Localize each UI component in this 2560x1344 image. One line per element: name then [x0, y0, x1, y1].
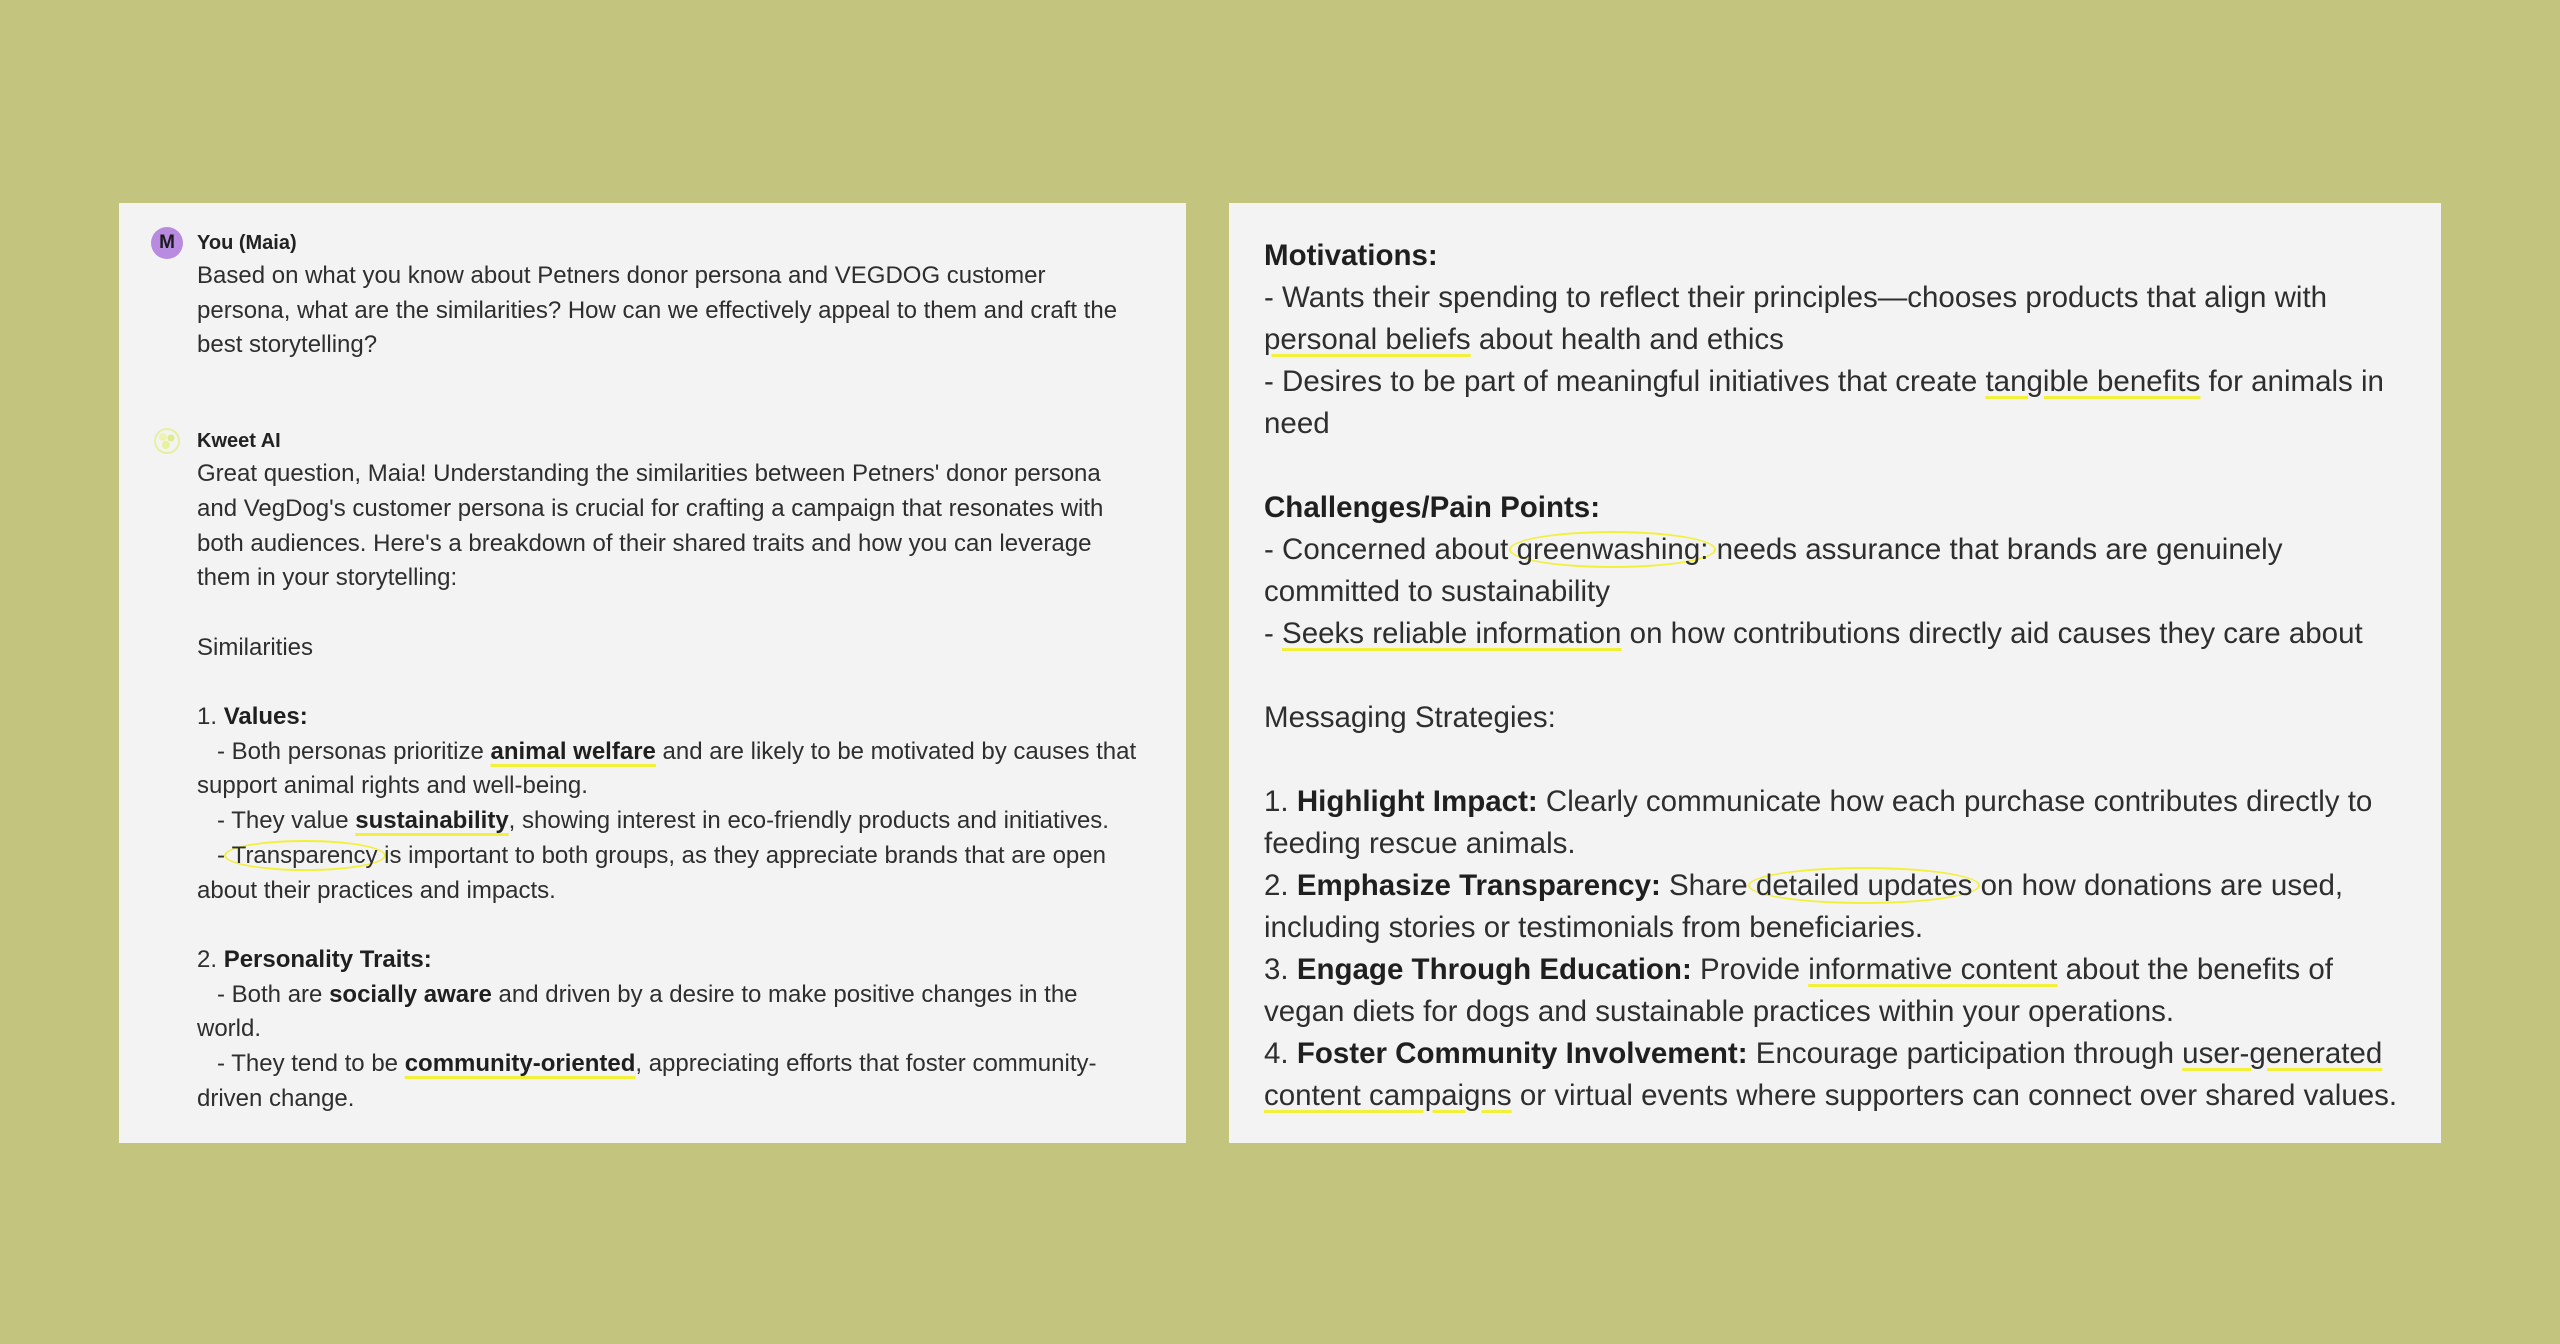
highlight-greenwashing: greenwashing: [1509, 531, 1717, 568]
strategies-heading: Messaging Strategies: [1264, 701, 1556, 734]
highlight-content-campaigns: content campaigns [1264, 1079, 1512, 1112]
motivations-line-1: - Wants their spending to reflect their principles—chooses products that align with [1264, 281, 2328, 314]
ai-message [197, 425, 1172, 1116]
motivations-line-2: personal beliefs about health and ethics [1264, 323, 1784, 356]
ai-name: Kweet AI [197, 430, 281, 453]
motivations-line-3: - Desires to be part of meaningful initiatives that create tangible benefits for animals in [1264, 365, 2384, 398]
highlight-community-oriented: community-oriented [404, 1050, 636, 1078]
highlight-animal-welfare: animal welfare [490, 737, 656, 765]
highlight-sustainability: sustainability [355, 807, 509, 835]
highlight-detailed-updates: detailed updates [1748, 867, 1981, 904]
user-name: You (Maia) [197, 232, 297, 254]
kweet-ai-logo-icon [153, 427, 181, 455]
message-line: Based on what you know about Petners donor persona and VEGDOG customer [197, 262, 1046, 289]
highlight-personal-beliefs: personal beliefs [1264, 323, 1471, 356]
highlight-tangible-benefits: tangible benefits [1985, 365, 2201, 398]
notes-text [1264, 235, 2431, 1117]
strategy-2-cont: including stories or testimonials from beneficiaries. [1264, 911, 1924, 944]
motivations-heading: Motivations: [1264, 239, 1438, 272]
message-line: best storytelling? [197, 331, 378, 359]
message-line: persona, what are the similarities? How can we effectively appeal to them and craft the [197, 296, 1118, 324]
values-bullet-1-cont: support animal rights and well-being. [197, 772, 588, 800]
strategy-4: 4. Foster Community Involvement: Encourage participation through user-generated [1264, 1037, 2383, 1070]
traits-bullet-2-cont: driven change. [197, 1084, 355, 1112]
values-heading: 1. Values: [197, 703, 308, 730]
values-bullet-2: - They value sustainability, showing interest in eco-friendly products and initiatives. [217, 807, 1109, 835]
intro-line: both audiences. Here's a breakdown of their shared traits and how you can leverage [197, 529, 1092, 557]
strategy-3-cont: vegan diets for dogs and sustainable practices within your operations. [1264, 995, 2175, 1028]
traits-bullet-2: - They tend to be community-oriented, appreciating efforts that foster community- [217, 1050, 1097, 1078]
traits-bullet-1: - Both are socially aware and driven by a desire to make positive changes in the [217, 980, 1078, 1008]
user-message-text [197, 259, 1172, 363]
challenges-heading: Challenges/Pain Points: [1264, 491, 1601, 524]
values-bullet-3: - Transparency is important to both groups, as they appreciate brands that are open [217, 841, 1106, 869]
strategy-1: 1. Highlight Impact: Clearly communicate how each purchase contributes directly to [1264, 785, 2373, 818]
intro-line: Great question, Maia! Understanding the similarities between Petners' donor persona [197, 460, 1101, 488]
traits-heading: 2. Personality Traits: [197, 945, 432, 973]
challenges-line-1: - Concerned about greenwashing: needs assurance that brands are genuinely [1264, 533, 2283, 566]
strategy-3: 3. Engage Through Education: Provide informative content about the benefits of [1264, 953, 2333, 986]
strategy-4-cont: content campaigns or virtual events where supporters can connect over shared values. [1264, 1079, 2398, 1112]
challenges-line-3: - Seeks reliable information on how contributions directly aid causes they care about [1264, 617, 2363, 650]
highlight-informative-content: informative content [1808, 953, 2058, 986]
chat-panel [119, 203, 1186, 1143]
challenges-line-2: committed to sustainability [1264, 575, 1610, 608]
user-message [159, 227, 1172, 363]
ai-message-text [197, 457, 1172, 1116]
intro-line: and VegDog's customer persona is crucial for crafting a campaign that resonates with [197, 494, 1104, 522]
highlight-reliable-information: Seeks reliable information [1282, 617, 1622, 650]
strategy-2: 2. Emphasize Transparency: Share detailed updates on how donations are used, [1264, 869, 2344, 902]
traits-bullet-1-cont: world. [197, 1015, 262, 1043]
highlight-user-generated: user-generated [2182, 1037, 2383, 1070]
highlight-transparency: Transparency [224, 840, 386, 871]
strategy-1-cont: feeding rescue animals. [1264, 827, 1576, 860]
user-avatar: M [151, 227, 183, 259]
motivations-line-4: need [1264, 407, 1330, 440]
notes-panel [1229, 203, 2441, 1143]
values-bullet-3-cont: about their practices and impacts. [197, 876, 556, 904]
similarities-heading: Similarities [197, 633, 314, 661]
values-bullet-1: - Both personas prioritize animal welfare and are likely to be motivated by causes that [217, 737, 1137, 765]
intro-line: them in your storytelling: [197, 564, 458, 592]
